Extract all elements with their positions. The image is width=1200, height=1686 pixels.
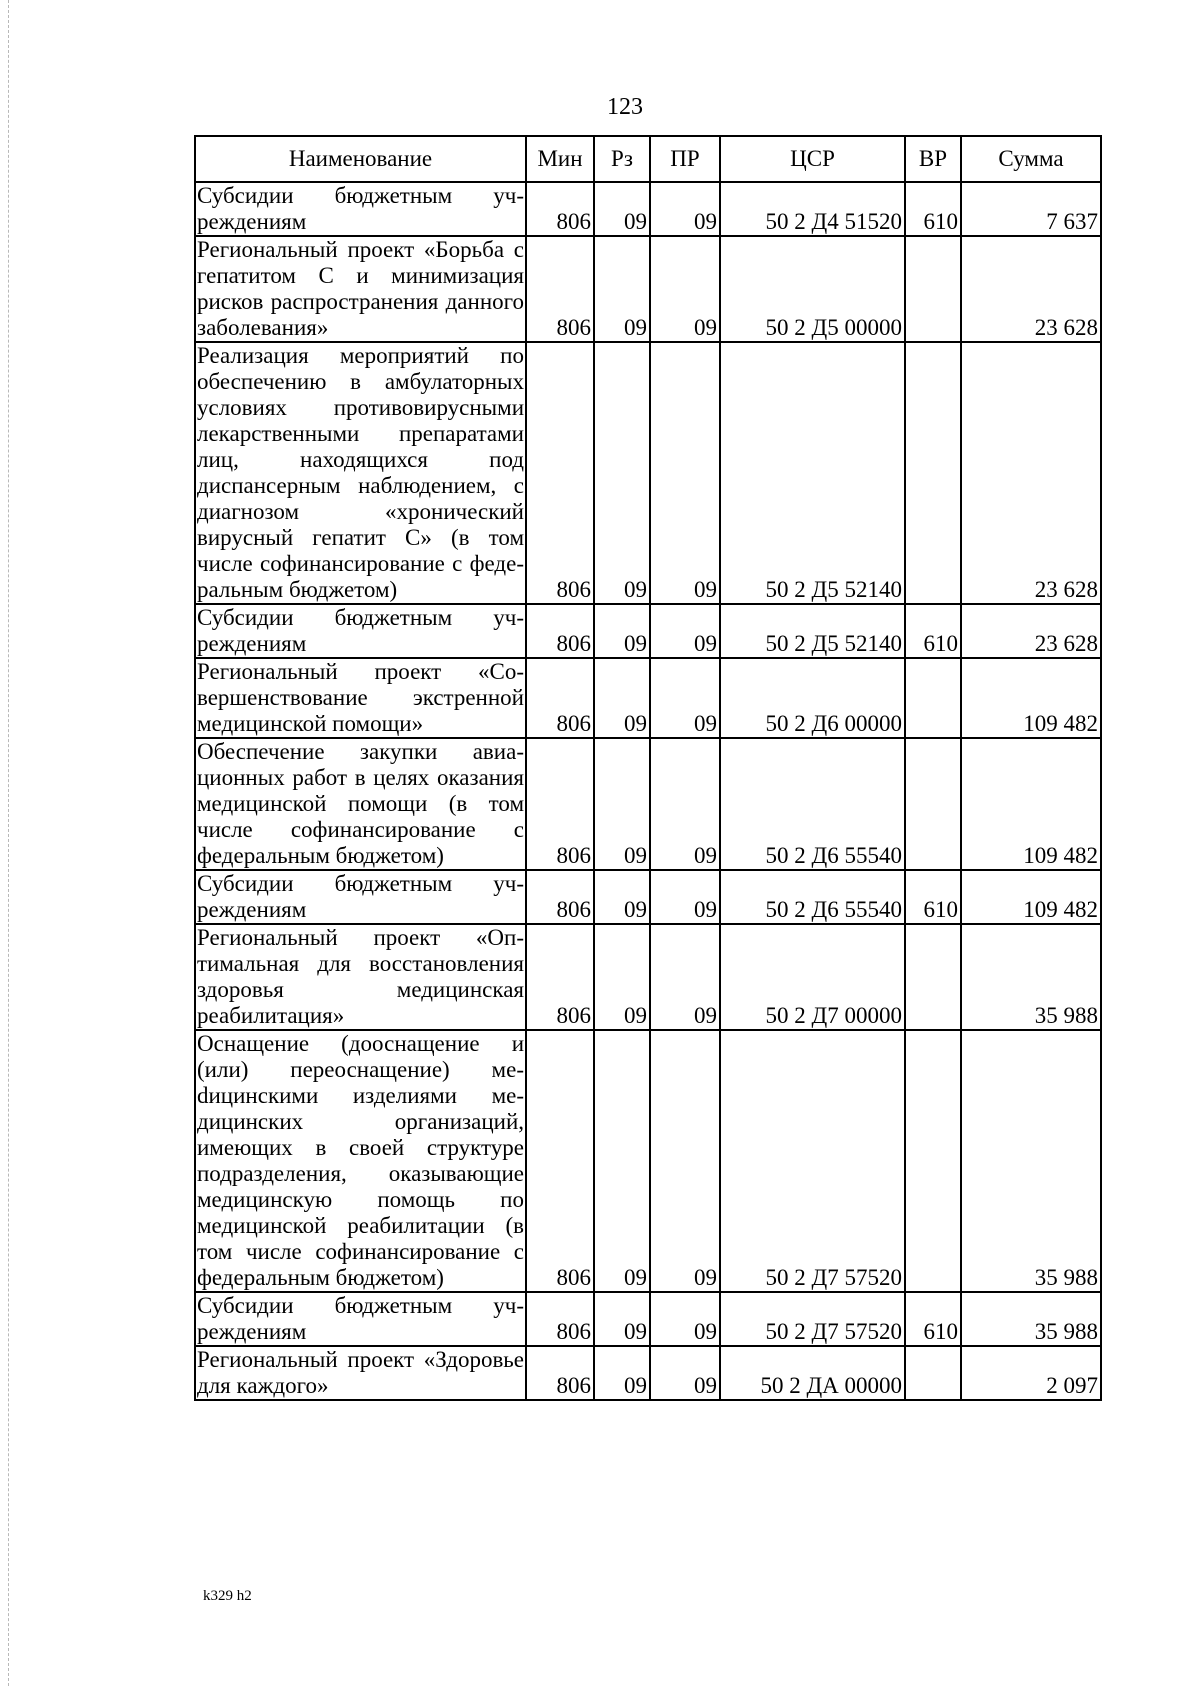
scan-edge-line [8, 0, 9, 1686]
table-row [195, 658, 1101, 738]
cell-min: 806 [526, 1292, 594, 1346]
cell-name: Субсидии бюджетным учреждениям [197, 1293, 524, 1344]
cell-min: 806 [526, 924, 594, 1030]
cell-sum: 2 097 [961, 1346, 1101, 1400]
cell-rz: 09 [594, 182, 650, 236]
cell-pr: 09 [650, 236, 720, 342]
header-vr: ВР [905, 136, 961, 182]
cell-name: Региональный проект «Здоровье для каждого» [197, 1347, 524, 1398]
cell-name: Субсидии бюджетным учреждениям [197, 871, 524, 922]
cell-pr: 09 [650, 342, 720, 604]
table-row [195, 182, 1101, 236]
cell-vr [905, 1346, 961, 1400]
cell-sum: 35 988 [961, 1030, 1101, 1292]
cell-rz: 09 [594, 604, 650, 658]
table-row [195, 924, 1101, 1030]
cell-csr: 50 2 Д6 00000 [720, 658, 905, 738]
cell-pr: 09 [650, 1292, 720, 1346]
header-pr: ПР [650, 136, 720, 182]
cell-sum: 109 482 [961, 738, 1101, 870]
cell-rz: 09 [594, 236, 650, 342]
cell-sum: 35 988 [961, 924, 1101, 1030]
table-row [195, 870, 1101, 924]
cell-csr: 50 2 Д5 00000 [720, 236, 905, 342]
cell-name: Реализация мероприятий по обеспечению в амбулаторных условиях противовирусными лекарственными препаратами лиц, находящихся под диспансерным наблюдением, с диагнозом «хронический вирусный гепатит С» (в том числе софинансирование с федеральным бюджетом) [197, 343, 524, 602]
cell-vr [905, 658, 961, 738]
cell-name: Региональный проект «Борьба с гепатитом С и минимизация рисков распространения данного заболевания» [197, 237, 524, 340]
cell-pr: 09 [650, 182, 720, 236]
header-csr: ЦСР [720, 136, 905, 182]
cell-rz: 09 [594, 870, 650, 924]
cell-csr: 50 2 Д7 57520 [720, 1030, 905, 1292]
cell-min: 806 [526, 604, 594, 658]
cell-name: Субсидии бюджетным учреждениям [197, 183, 524, 234]
cell-vr [905, 236, 961, 342]
cell-name: Региональный проект «Оптимальная для восстановления здоровья медицинская реабилитация» [197, 925, 524, 1028]
table-body [195, 182, 1101, 1400]
cell-vr [905, 1030, 961, 1292]
cell-csr: 50 2 Д7 00000 [720, 924, 905, 1030]
cell-sum: 23 628 [961, 604, 1101, 658]
cell-vr: 610 [905, 182, 961, 236]
cell-vr: 610 [905, 870, 961, 924]
table-row [195, 1292, 1101, 1346]
footer-code: k329 h2 [203, 1588, 252, 1604]
table-row [195, 1346, 1101, 1400]
header-rz: Рз [594, 136, 650, 182]
cell-sum: 109 482 [961, 658, 1101, 738]
cell-sum: 7 637 [961, 182, 1101, 236]
table-row [195, 1030, 1101, 1292]
cell-pr: 09 [650, 870, 720, 924]
table-row [195, 738, 1101, 870]
cell-rz: 09 [594, 924, 650, 1030]
cell-name: Субсидии бюджетным учреждениям [197, 605, 524, 656]
header-name: Наименование [195, 136, 526, 182]
cell-vr [905, 924, 961, 1030]
cell-pr: 09 [650, 604, 720, 658]
cell-sum: 109 482 [961, 870, 1101, 924]
cell-csr: 50 2 Д4 51520 [720, 182, 905, 236]
cell-min: 806 [526, 182, 594, 236]
cell-min: 806 [526, 738, 594, 870]
cell-vr: 610 [905, 604, 961, 658]
cell-rz: 09 [594, 1346, 650, 1400]
cell-min: 806 [526, 1346, 594, 1400]
cell-csr: 50 2 Д6 55540 [720, 870, 905, 924]
cell-vr [905, 342, 961, 604]
cell-min: 806 [526, 236, 594, 342]
cell-vr [905, 738, 961, 870]
table-header-row [195, 136, 1101, 182]
cell-min: 806 [526, 342, 594, 604]
cell-min: 806 [526, 1030, 594, 1292]
cell-rz: 09 [594, 1292, 650, 1346]
cell-pr: 09 [650, 1346, 720, 1400]
table-row [195, 604, 1101, 658]
cell-pr: 09 [650, 924, 720, 1030]
cell-sum: 23 628 [961, 342, 1101, 604]
budget-table [194, 135, 1102, 1401]
cell-rz: 09 [594, 738, 650, 870]
header-sum: Сумма [961, 136, 1101, 182]
cell-csr: 50 2 Д6 55540 [720, 738, 905, 870]
cell-vr: 610 [905, 1292, 961, 1346]
cell-rz: 09 [594, 342, 650, 604]
cell-csr: 50 2 ДА 00000 [720, 1346, 905, 1400]
cell-pr: 09 [650, 738, 720, 870]
page-number: 123 [607, 94, 643, 120]
cell-pr: 09 [650, 1030, 720, 1292]
cell-min: 806 [526, 658, 594, 738]
cell-name: Оснащение (дооснащение и (или) переоснащение) меdицинскими изделиями медицинских организаций, имеющих в своей структуре подразделения, оказывающие медицинскую помощь по медицинской реабилитации (в том числе софинансирование с федеральным бюджетом) [197, 1031, 524, 1290]
cell-name: Региональный проект «Совершенствование экстренной медицинской помощи» [197, 659, 524, 736]
table-row [195, 236, 1101, 342]
cell-csr: 50 2 Д7 57520 [720, 1292, 905, 1346]
cell-sum: 23 628 [961, 236, 1101, 342]
cell-rz: 09 [594, 1030, 650, 1292]
cell-rz: 09 [594, 658, 650, 738]
table-row [195, 342, 1101, 604]
cell-min: 806 [526, 870, 594, 924]
header-min: Мин [526, 136, 594, 182]
cell-sum: 35 988 [961, 1292, 1101, 1346]
cell-name: Обеспечение закупки авиационных работ в целях оказания медицинской помощи (в том числе софинансирование с федеральным бюджетом) [197, 739, 524, 868]
cell-csr: 50 2 Д5 52140 [720, 604, 905, 658]
cell-pr: 09 [650, 658, 720, 738]
cell-csr: 50 2 Д5 52140 [720, 342, 905, 604]
